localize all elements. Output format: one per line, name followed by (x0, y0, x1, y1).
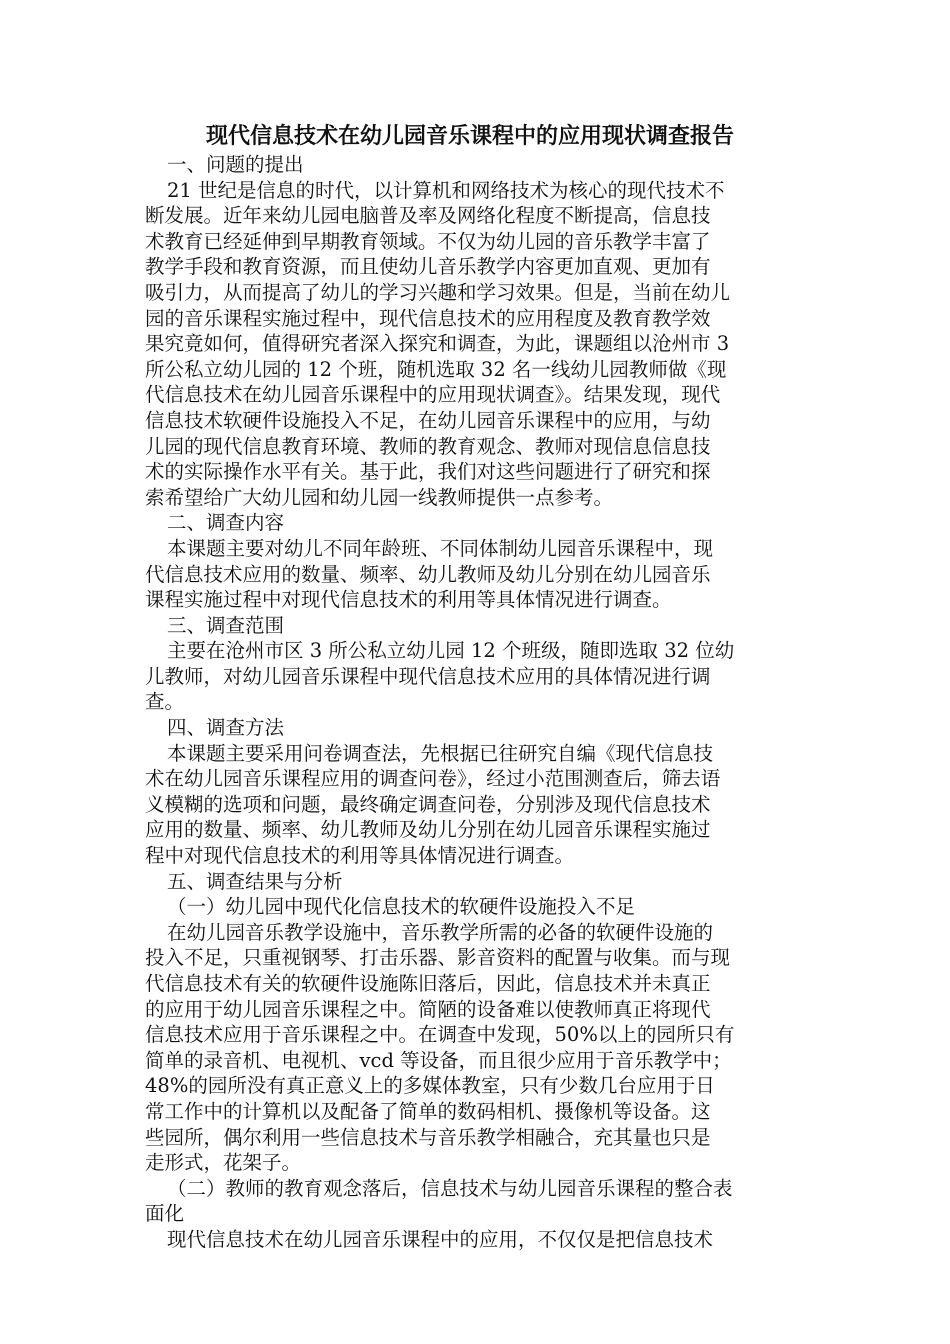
paragraph-line: 园的音乐课程实施过程中，现代信息技术的应用程度及教育教学效 (145, 306, 711, 330)
paragraph-line: 代信息技术应用的数量、频率、幼儿教师及幼儿分别在幼儿园音乐 (145, 562, 711, 586)
paragraph-line: （二）教师的教育观念落后，信息技术与幼儿园音乐课程的整合表 (167, 1176, 733, 1200)
paragraph-line: 吸引力，从而提高了幼儿的学习兴趣和学习效果。但是，当前在幼儿 (145, 280, 731, 304)
paragraph-line: 查。 (145, 690, 185, 714)
document-page (145, 120, 795, 1253)
paragraph-line: 代信息技术有关的软硬件设施陈旧落后，因此，信息技术并未真正 (145, 972, 711, 995)
paragraph-line: 应用的数量、频率、幼儿教师及幼儿分别在幼儿园音乐课程实施过 (145, 818, 711, 842)
paragraph-line: 儿教师，对幼儿园音乐课程中现代信息技术应用的具体情况进行调 (145, 664, 711, 688)
section-heading: 二、调查内容 (167, 511, 285, 535)
paragraph-line: 投入不足，只重视钢琴、打击乐器、影音资料的配置与收集。而与现 (145, 946, 731, 970)
report-title: 现代信息技术在幼儿园音乐课程中的应用现状调查报告 (205, 123, 734, 149)
paragraph-line: （一）幼儿园中现代化信息技术的软硬件设施投入不足 (167, 895, 636, 919)
paragraph-line: 在幼儿园音乐教学设施中，音乐教学所需的必备的软硬件设施的 (167, 920, 714, 944)
paragraph-line: 本课题主要对幼儿不同年龄班、不同体制幼儿园音乐课程中，现 (167, 536, 714, 560)
paragraph-line: 48%的园所没有真正意义上的多媒体教室，只有少数几台应用于日 (145, 1074, 715, 1098)
paragraph-line: 信息技术应用于音乐课程之中。在调查中发现，50%以上的园所只有 (145, 1023, 735, 1047)
paragraph-line: 些园所，偶尔利用一些信息技术与音乐教学相融合，充其量也只是 (145, 1125, 711, 1149)
paragraph-line: 面化 (145, 1202, 185, 1226)
paragraph-line: 义模糊的选项和问题，最终确定调查问卷，分别涉及现代信息技术 (145, 792, 711, 816)
paragraph-line: 术在幼儿园音乐课程应用的调查问卷》，经过小范围测查后，筛去语 (145, 767, 721, 791)
paragraph-line: 的应用于幼儿园音乐课程之中。简陋的设备难以使教师真正将现代 (145, 997, 711, 1021)
section-heading: 四、调查方法 (167, 716, 285, 740)
paragraph-line: 现代信息技术在幼儿园音乐课程中的应用，不仅仅是把信息技术 (167, 1227, 714, 1251)
paragraph-line: 21 世纪是信息的时代，以计算机和网络技术为核心的现代技术不 (167, 178, 725, 202)
paragraph-line: 代信息技术在幼儿园音乐课程中的应用现状调查》。结果发现，现代 (145, 383, 721, 407)
paragraph-line: 断发展。近年来幼儿园电脑普及率及网络化程度不断提高，信息技 (145, 204, 711, 228)
paragraph-line: 课程实施过程中对现代信息技术的利用等具体情况进行调查。 (145, 588, 672, 612)
paragraph-line: 主要在沧州市区 3 所公私立幼儿园 12 个班级，随即选取 32 位幼 (167, 639, 735, 663)
paragraph-line: 走形式，花架子。 (145, 1151, 302, 1175)
paragraph-line: 术教育已经延伸到早期教育领域。不仅为幼儿园的音乐教学丰富了 (145, 229, 711, 253)
paragraph-line: 所公私立幼儿园的 12 个班，随机选取 32 名一线幼儿园教师做《现 (145, 357, 727, 381)
paragraph-line: 教学手段和教育资源，而且使幼儿音乐教学内容更加直观、更加有 (145, 255, 711, 279)
section-heading: 五、调查结果与分析 (167, 869, 343, 893)
paragraph-line: 信息技术软硬件设施投入不足，在幼儿园音乐课程中的应用，与幼 (145, 408, 711, 432)
section-heading: 一、问题的提出 (167, 153, 304, 176)
report-body (145, 152, 795, 1253)
paragraph-line: 术的实际操作水平有关。基于此，我们对这些问题进行了研究和探 (145, 460, 711, 484)
section-heading: 三、调查范围 (167, 613, 285, 637)
paragraph-line: 程中对现代信息技术的利用等具体情况进行调查。 (145, 844, 575, 868)
paragraph-line: 常工作中的计算机以及配备了简单的数码相机、摄像机等设备。这 (145, 1099, 711, 1123)
paragraph-line: 果究竟如何，值得研究者深入探究和调查，为此，课题组以沧州市 3 (145, 332, 730, 356)
paragraph-line: 儿园的现代信息教育环境、教师的教育观念、教师对现信息信息技 (145, 434, 711, 458)
paragraph-line: 索希望给广大幼儿园和幼儿园一线教师提供一点参考。 (145, 485, 614, 509)
paragraph-line: 简单的录音机、电视机、vcd 等设备，而且很少应用于音乐教学中； (145, 1048, 732, 1072)
paragraph-line: 本课题主要采用问卷调查法，先根据已往研究自编《现代信息技 (167, 741, 714, 765)
